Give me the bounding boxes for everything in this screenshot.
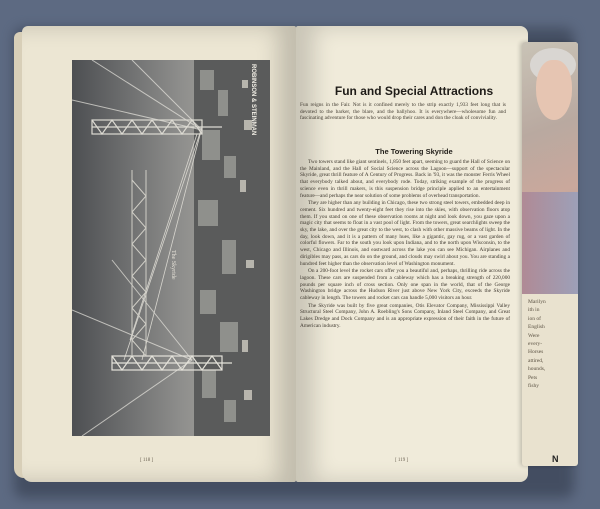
magazine-illustration — [522, 42, 578, 294]
magazine-line: Marilyn — [528, 299, 546, 305]
right-page-number: [ 119 ] — [395, 458, 409, 463]
body-paragraph: The Skyride was built by five great companies, Otis Elevator Company, Mississippi Valley Structural Steel Company, John A. Roebling's Sons Company, Inland Steel Company, and Great Lakes Dredge and Dock Company and is an appropriate expression of their faith in the future of American industry. — [300, 302, 510, 329]
inserted-magazine — [522, 42, 578, 466]
magazine-line: every- — [528, 341, 543, 348]
portrait-dress — [522, 192, 578, 294]
magazine-line: ion of — [528, 315, 541, 322]
magazine-line: Horses — [528, 349, 544, 356]
body-text — [300, 159, 510, 331]
photo-caption: The Skyride — [170, 250, 176, 280]
magazine-line: Pets — [528, 374, 538, 381]
magazine-corner-letter: N — [552, 454, 559, 464]
intro-paragraph: Fun reigns in the Fair. Not is it confined merely to the strip exactly 1,933 feet long that is devoted to the barker, the blare, and the ballyhoo. It is everywhere—wholesome fun and fascinating adventure for those who would drop their cares and don the cloak of conviviality. — [300, 102, 506, 122]
section-heading: The Towering Skyride — [375, 147, 453, 156]
magazine-line: attired, — [528, 357, 544, 364]
body-paragraph: On a 200-foot level the rocket cars offer you a beautiful and, perhaps, thrilling ride across the lagoon. These cars are suspended from a cableway which has a breaking strength of 220,000 pounds per square inch of cross section. Only one span in the world, that of the George Washington bridge across the Hudson River just above New York City, exceeds the Skyride cableway in length. The towers and rocket cars can handle 5,000 visitors an hour. — [300, 268, 510, 302]
left-page-number: [ 118 ] — [140, 458, 154, 463]
body-paragraph: They are higher than any building in Chicago, these two strong steel towers, embedded deep in cement. Six hundred and twenty-eight feet they rise into the skies, with observation floors atop them. If you stand on one of these observation rooms at night and look down, you gaze upon a magic city that seems to float in a vast pool of light. From the towers, great searchlights sweep the sky, the lake, and over the great city to the west, to clash with other massive beams of light. In the day, look down, and it is a pattern of many hues, like a gigantic, gay rug, or a vast garden of colorful flowers. Far to the south you look upon Indiana, and to the north upon Wisconsin, to the west, Chicago and Illinois, and eastward across the lake you can see Michigan. Airplanes and dirigibles may pass, as cars do on the ground, and clouds may swirl about you. You are standing a hundred feet higher than the observation level of Washington monument. — [300, 200, 510, 267]
magazine-line: fishy — [528, 383, 539, 390]
magazine-line: Were — [528, 332, 540, 339]
skyride-photo — [72, 60, 270, 436]
portrait-face — [536, 60, 572, 120]
magazine-line: hounds, — [528, 366, 546, 373]
skyride-illustration — [72, 60, 270, 436]
magazine-line: ith in — [528, 307, 540, 314]
chapter-title: Fun and Special Attractions — [334, 84, 494, 98]
photo-credit: ROBINSON & STEINMAN — [250, 64, 256, 136]
magazine-line: English — [528, 324, 545, 331]
body-paragraph: Two towers stand like giant sentinels, 1,850 feet apart, seeming to guard the Hall of Science on the Mainland, and the Hall of Social Science across the Lagoon—support of the spectacular Skyride, great thrill feature of A Century of Progress. Back in '93, it was the monster Ferris Wheel that everybody talked about, and everybody rode. Today, striking example of the progress of science even in thrill makers, is this suspension bridge principle applied to an entertainment feature—and perhaps the near solution of some problems of overhead transportation. — [300, 159, 510, 199]
magazine-text — [528, 298, 576, 390]
